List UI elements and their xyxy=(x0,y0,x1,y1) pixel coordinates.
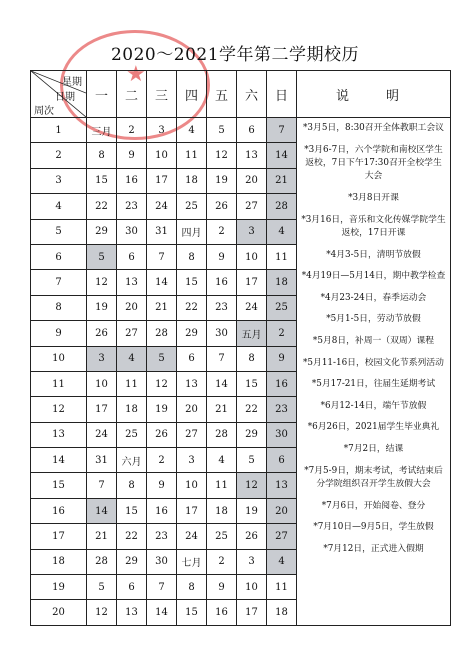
date-cell: 7 xyxy=(267,118,297,143)
week-number: 5 xyxy=(31,219,87,244)
week-row xyxy=(31,118,451,143)
note-item: *6月26日，2021届学生毕业典礼 xyxy=(307,422,440,433)
date-cell: 12 xyxy=(147,371,177,396)
week-number: 12 xyxy=(31,397,87,422)
week-number: 19 xyxy=(31,575,87,600)
date-cell: 6 xyxy=(117,575,147,600)
date-cell: 10 xyxy=(147,143,177,168)
date-cell: 9 xyxy=(147,473,177,498)
note-item: *5月1-5日，劳动节放假 xyxy=(326,314,421,325)
date-cell: 28 xyxy=(87,549,117,574)
date-cell: 8 xyxy=(87,143,117,168)
date-cell: 19 xyxy=(87,295,117,320)
date-cell: 13 xyxy=(267,473,297,498)
note-item: *3月6-7日，六个学院和南校区学生返校，7日下午17:30召开全校学生大会 xyxy=(304,144,443,182)
day-header-sun: 日 xyxy=(267,71,297,118)
date-cell: 18 xyxy=(207,498,237,523)
week-number: 20 xyxy=(31,600,87,625)
note-item: *4月3-5日，清明节放假 xyxy=(326,249,421,260)
date-cell: 30 xyxy=(117,219,147,244)
day-header-mon: 一 xyxy=(87,71,117,118)
week-number: 18 xyxy=(31,549,87,574)
date-cell: 27 xyxy=(267,524,297,549)
date-cell: 28 xyxy=(267,194,297,219)
date-cell: 3 xyxy=(147,118,177,143)
date-cell: 20 xyxy=(267,498,297,523)
week-number: 9 xyxy=(31,321,87,346)
date-cell: 24 xyxy=(147,194,177,219)
date-cell: 3 xyxy=(237,549,267,574)
date-cell: 26 xyxy=(87,321,117,346)
date-cell: 5 xyxy=(207,118,237,143)
note-item: *3月16日，音乐和文化传媒学院学生返校，17日开课 xyxy=(301,214,446,238)
date-cell: 29 xyxy=(237,422,267,447)
date-cell: 23 xyxy=(267,397,297,422)
day-header-tue: 二 xyxy=(117,71,147,118)
date-cell: 14 xyxy=(87,498,117,523)
date-cell: 26 xyxy=(237,524,267,549)
date-cell: 8 xyxy=(117,473,147,498)
date-cell: 6 xyxy=(177,346,207,371)
date-cell: 20 xyxy=(237,168,267,193)
date-cell: 31 xyxy=(147,219,177,244)
date-cell: 3 xyxy=(87,346,117,371)
date-cell: 17 xyxy=(237,600,267,625)
date-cell: 16 xyxy=(117,168,147,193)
date-cell: 26 xyxy=(147,422,177,447)
note-item: *7月2日，结课 xyxy=(343,443,404,454)
date-cell: 22 xyxy=(117,524,147,549)
date-cell: 19 xyxy=(237,498,267,523)
date-cell: 26 xyxy=(207,194,237,219)
day-header-thu: 四 xyxy=(177,71,207,118)
date-cell: 21 xyxy=(147,295,177,320)
date-cell: 13 xyxy=(117,600,147,625)
date-cell: 22 xyxy=(237,397,267,422)
date-cell: 20 xyxy=(177,397,207,422)
date-cell: 13 xyxy=(237,143,267,168)
date-cell: 三月 xyxy=(87,118,117,143)
date-cell: 8 xyxy=(177,575,207,600)
date-cell: 5 xyxy=(237,448,267,473)
day-header-fri: 五 xyxy=(207,71,237,118)
date-cell: 7 xyxy=(147,244,177,269)
date-cell: 16 xyxy=(147,498,177,523)
date-cell: 16 xyxy=(207,600,237,625)
date-cell: 11 xyxy=(117,371,147,396)
date-cell: 14 xyxy=(207,371,237,396)
date-cell: 21 xyxy=(267,168,297,193)
week-number: 1 xyxy=(31,118,87,143)
date-cell: 25 xyxy=(207,524,237,549)
date-cell: 14 xyxy=(147,600,177,625)
date-cell: 18 xyxy=(267,600,297,625)
day-header-sat: 六 xyxy=(237,71,267,118)
date-cell: 21 xyxy=(207,397,237,422)
date-cell: 27 xyxy=(117,321,147,346)
corner-weekday-label: 星期 xyxy=(62,77,82,88)
date-cell: 22 xyxy=(87,194,117,219)
date-cell: 11 xyxy=(267,244,297,269)
corner-cell xyxy=(31,71,87,118)
date-cell: 2 xyxy=(117,118,147,143)
note-item: *6月12-14日，端午节放假 xyxy=(320,400,427,411)
week-number: 7 xyxy=(31,270,87,295)
date-cell: 24 xyxy=(237,295,267,320)
date-cell: 9 xyxy=(117,143,147,168)
date-cell: 四月 xyxy=(177,219,207,244)
calendar-table xyxy=(30,70,451,626)
week-number: 11 xyxy=(31,371,87,396)
week-number: 10 xyxy=(31,346,87,371)
date-cell: 29 xyxy=(87,219,117,244)
date-cell: 27 xyxy=(177,422,207,447)
date-cell: 18 xyxy=(117,397,147,422)
date-cell: 2 xyxy=(207,219,237,244)
date-cell: 7 xyxy=(147,575,177,600)
date-cell: 七月 xyxy=(177,549,207,574)
notes-list xyxy=(297,118,450,556)
date-cell: 28 xyxy=(147,321,177,346)
week-number: 8 xyxy=(31,295,87,320)
date-cell: 19 xyxy=(207,168,237,193)
note-item: *7月12日，正式进入假期 xyxy=(323,543,424,554)
note-item: *5月8日，补周一（双周）课程 xyxy=(312,335,435,346)
date-cell: 27 xyxy=(237,194,267,219)
date-cell: 10 xyxy=(237,575,267,600)
date-cell: 31 xyxy=(87,448,117,473)
date-cell: 11 xyxy=(177,143,207,168)
seal-star-icon: ★ xyxy=(126,62,146,87)
date-cell: 13 xyxy=(117,270,147,295)
date-cell: 10 xyxy=(177,473,207,498)
date-cell: 24 xyxy=(177,524,207,549)
date-cell: 7 xyxy=(87,473,117,498)
date-cell: 15 xyxy=(177,270,207,295)
corner-date-label: 日期 xyxy=(55,92,75,103)
date-cell: 9 xyxy=(207,575,237,600)
date-cell: 5 xyxy=(87,244,117,269)
note-item: *4月23-24日，春季运动会 xyxy=(320,292,427,303)
date-cell: 19 xyxy=(147,397,177,422)
note-item: *3月5日，8:30召开全体教职工会议 xyxy=(303,123,444,133)
date-cell: 五月 xyxy=(237,321,267,346)
date-cell: 14 xyxy=(267,143,297,168)
date-cell: 13 xyxy=(177,371,207,396)
date-cell: 23 xyxy=(147,524,177,549)
note-item: *5月11-16日，校园文化节系列活动 xyxy=(303,357,444,368)
date-cell: 4 xyxy=(267,549,297,574)
corner-week-label: 周次 xyxy=(34,106,54,117)
date-cell: 4 xyxy=(267,219,297,244)
header-row xyxy=(31,71,451,118)
note-item: *3月8日开课 xyxy=(348,193,399,203)
week-number: 13 xyxy=(31,422,87,447)
note-item: *7月10日—9月5日，学生放假 xyxy=(313,522,434,533)
date-cell: 17 xyxy=(87,397,117,422)
date-cell: 3 xyxy=(237,219,267,244)
date-cell: 10 xyxy=(87,371,117,396)
date-cell: 5 xyxy=(87,575,117,600)
date-cell: 11 xyxy=(207,473,237,498)
date-cell: 2 xyxy=(207,549,237,574)
date-cell: 23 xyxy=(207,295,237,320)
date-cell: 12 xyxy=(237,473,267,498)
notes-cell xyxy=(297,118,451,626)
date-cell: 15 xyxy=(177,600,207,625)
date-cell: 16 xyxy=(207,270,237,295)
date-cell: 7 xyxy=(207,346,237,371)
week-number: 16 xyxy=(31,498,87,523)
note-item: *5月17-21日，往届生延期考试 xyxy=(311,379,436,390)
date-cell: 21 xyxy=(87,524,117,549)
date-cell: 3 xyxy=(177,448,207,473)
date-cell: 9 xyxy=(207,244,237,269)
date-cell: 25 xyxy=(177,194,207,219)
date-cell: 8 xyxy=(237,346,267,371)
date-cell: 12 xyxy=(87,600,117,625)
week-number: 15 xyxy=(31,473,87,498)
page-title: 2020～2021学年第二学期校历 xyxy=(110,45,360,65)
date-cell: 4 xyxy=(207,448,237,473)
date-cell: 6 xyxy=(267,448,297,473)
week-number: 3 xyxy=(31,168,87,193)
week-number: 2 xyxy=(31,143,87,168)
date-cell: 8 xyxy=(177,244,207,269)
week-number: 4 xyxy=(31,194,87,219)
date-cell: 18 xyxy=(267,270,297,295)
date-cell: 22 xyxy=(177,295,207,320)
date-cell: 11 xyxy=(267,575,297,600)
date-cell: 17 xyxy=(177,498,207,523)
notes-header: 说 明 xyxy=(297,71,451,118)
date-cell: 18 xyxy=(177,168,207,193)
day-header-wed: 三 xyxy=(147,71,177,118)
note-item: *4月19日—5月14日，期中教学检查 xyxy=(301,271,446,282)
date-cell: 4 xyxy=(177,118,207,143)
date-cell: 5 xyxy=(147,346,177,371)
date-cell: 14 xyxy=(147,270,177,295)
date-cell: 29 xyxy=(117,549,147,574)
date-cell: 9 xyxy=(267,346,297,371)
note-item: *7月6日，开始阅卷、登分 xyxy=(321,500,426,511)
date-cell: 28 xyxy=(207,422,237,447)
date-cell: 16 xyxy=(267,371,297,396)
date-cell: 24 xyxy=(87,422,117,447)
date-cell: 23 xyxy=(117,194,147,219)
date-cell: 12 xyxy=(87,270,117,295)
date-cell: 6 xyxy=(237,118,267,143)
date-cell: 6 xyxy=(117,244,147,269)
date-cell: 10 xyxy=(237,244,267,269)
date-cell: 17 xyxy=(147,168,177,193)
note-item: *7月5-9日，期末考试，考试结束后分学院组织召开学生放假大会 xyxy=(304,465,443,489)
date-cell: 2 xyxy=(147,448,177,473)
date-cell: 15 xyxy=(117,498,147,523)
date-cell: 25 xyxy=(117,422,147,447)
date-cell: 15 xyxy=(87,168,117,193)
date-cell: 17 xyxy=(237,270,267,295)
date-cell: 30 xyxy=(147,549,177,574)
week-number: 6 xyxy=(31,244,87,269)
date-cell: 4 xyxy=(117,346,147,371)
date-cell: 30 xyxy=(207,321,237,346)
week-number: 17 xyxy=(31,524,87,549)
date-cell: 15 xyxy=(237,371,267,396)
date-cell: 六月 xyxy=(117,448,147,473)
date-cell: 12 xyxy=(207,143,237,168)
date-cell: 29 xyxy=(177,321,207,346)
date-cell: 25 xyxy=(267,295,297,320)
date-cell: 2 xyxy=(267,321,297,346)
date-cell: 20 xyxy=(117,295,147,320)
week-number: 14 xyxy=(31,448,87,473)
date-cell: 30 xyxy=(267,422,297,447)
